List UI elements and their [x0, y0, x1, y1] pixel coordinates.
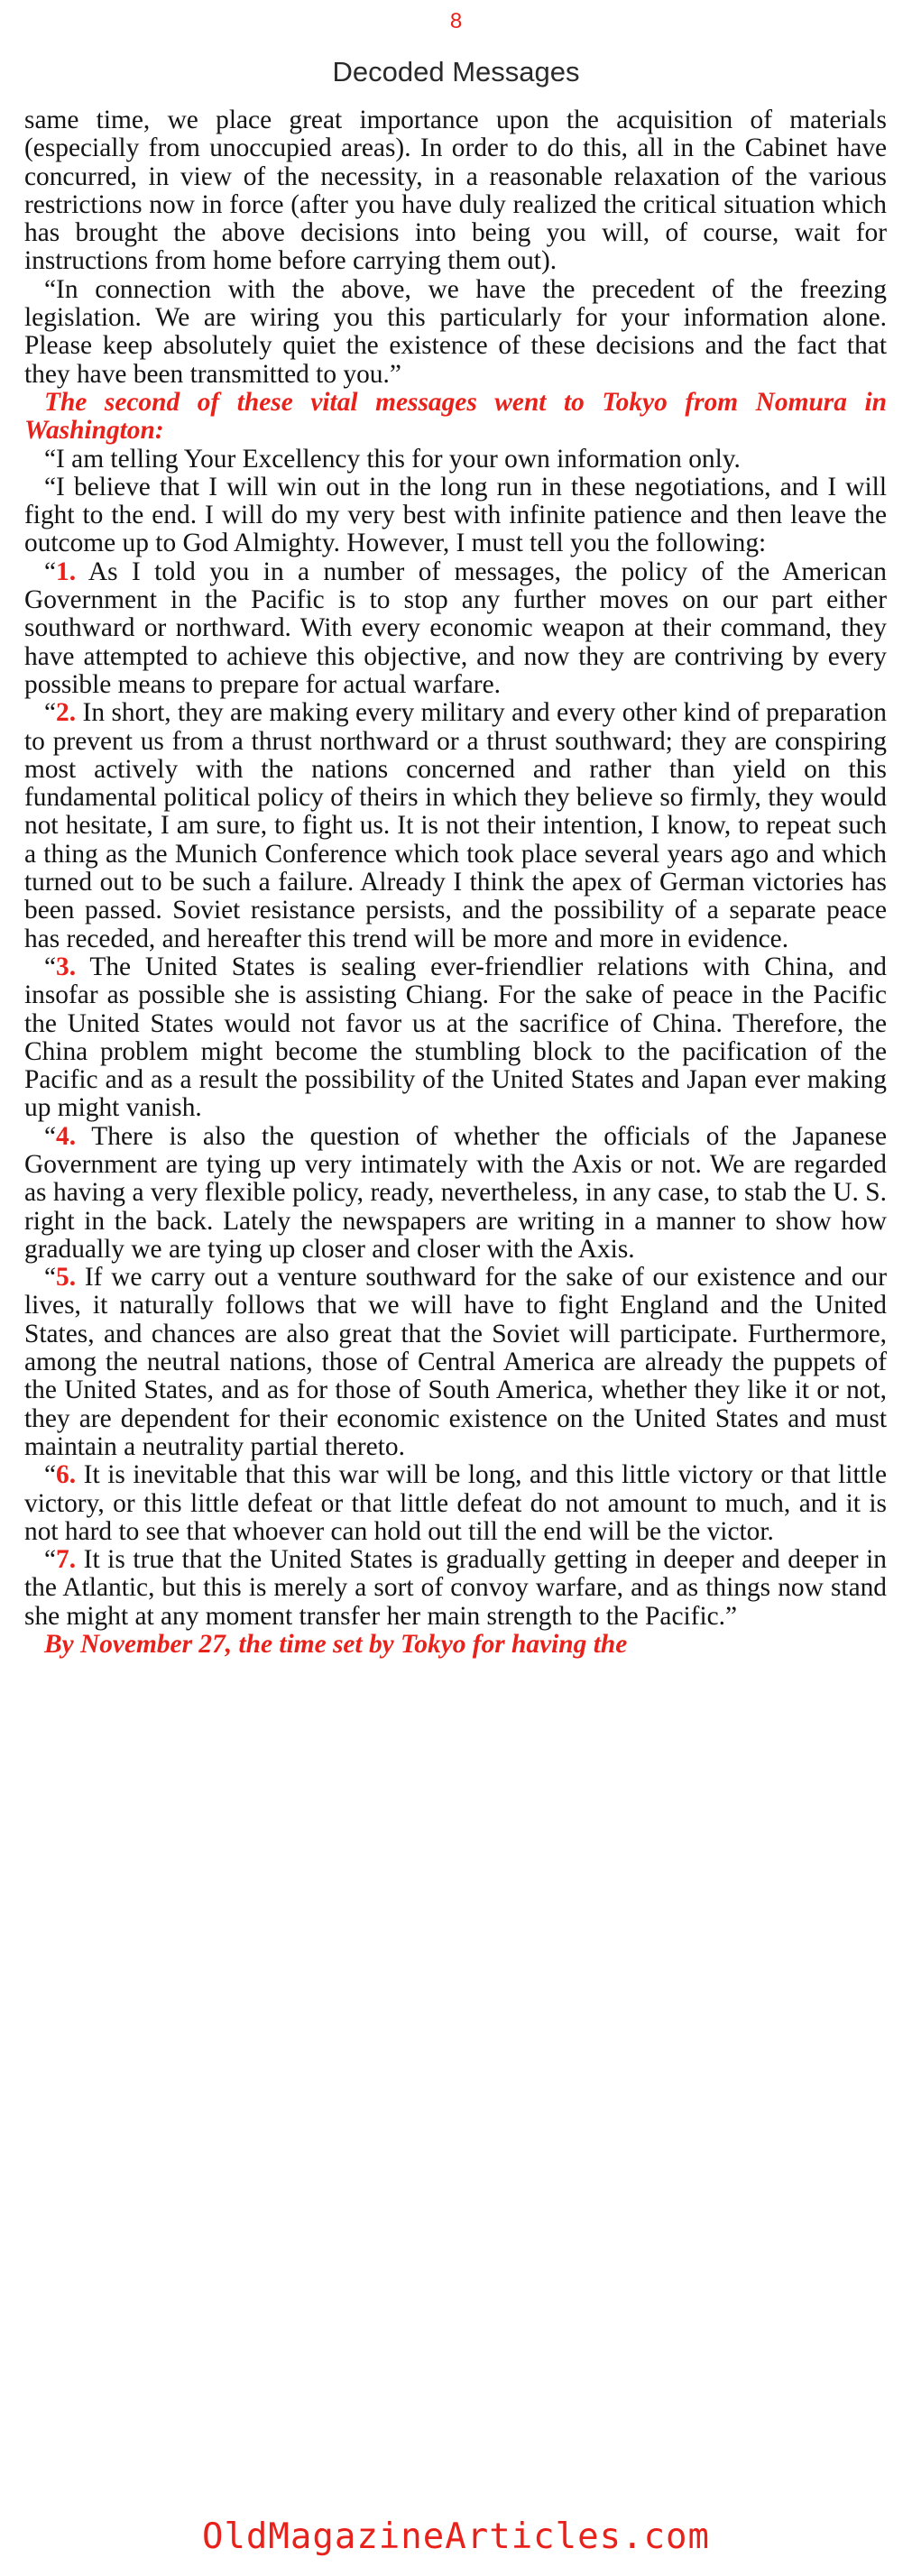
- item-text: As I told you in a number of messages, the policy of the American Government in the Pacific is to stop any further moves on our part either southward or northward. With every economic weapon at their command, they have attempted to achieve this objective, and now they are contriving by every possible means to prepare for actual warfare.: [24, 557, 887, 699]
- item-number: 4.: [56, 1121, 77, 1151]
- open-quote: “: [44, 698, 57, 728]
- open-quote: “: [44, 1545, 57, 1575]
- paragraph: “I am telling Your Excellency this for your own information only.: [44, 444, 741, 474]
- numbered-item-4: [24, 1123, 887, 1264]
- editorial-note: By November 27, the time set by Tokyo for having the: [44, 1630, 628, 1660]
- paragraph: “I believe that I will win out in the long run in these negotiations, and I will fight to the end. I will do my very best with infinite patience and then leave the outcome up to God Almighty. However, I must tell you the following:: [24, 472, 887, 558]
- open-quote: “: [44, 557, 57, 586]
- editorial-note: The second of these vital messages went to Tokyo from Nomura in Washington:: [24, 387, 887, 446]
- open-quote: “: [44, 1460, 57, 1490]
- numbered-item-2: [24, 699, 887, 953]
- numbered-item-3: [24, 953, 887, 1123]
- open-quote: “: [44, 1263, 57, 1293]
- open-quote: “: [44, 952, 57, 981]
- item-number: 5.: [56, 1263, 77, 1293]
- footer-watermark[interactable]: OldMagazineArticles.com: [201, 2516, 711, 2557]
- item-text: In short, they are making every military and every other kind of preparation to prevent us from a thrust northward or a thrust southward; they are conspiring most actively with the nations concerned and rather than yield on this fundamental political policy of theirs in which they believe so firmly, they would not hesitate, I am sure, to fight us. It is not their intention, I know, to repeat such a thing as the Munich Conference which took place several years ago and which turned out to be such a failure. Already I think the apex of German victories has been passed. Soviet resistance persists, and the possibility of a separate peace has receded, and hereafter this trend will be more and more in evidence.: [24, 698, 887, 953]
- item-number: 2.: [56, 698, 77, 728]
- item-text: The United States is sealing ever-friendlier relations with China, and insofar as possible she is assisting Chiang. For the sake of peace in the Pacific the United States would not favor us at the sacrifice of China. Therefore, the China problem might become the stumbling block to the pacification of the Pacific and as a result the possibility of the United States and Japan ever making up might vanish.: [24, 952, 887, 1123]
- item-text: It is inevitable that this war will be long, and this little victory or that little victory, or this little defeat or that little defeat do not amount to much, and it is not hard to see that whoever can hold out till the end will be the victor.: [24, 1460, 887, 1546]
- numbered-item-6: [24, 1461, 887, 1546]
- item-text: It is true that the United States is gradually getting in deeper and deeper in the Atlantic, but this is merely a sort of convoy warfare, and as things now stand she might at any moment transfer her main strength to the Pacific.”: [24, 1545, 887, 1631]
- running-head: Decoded Messages: [332, 56, 580, 87]
- page-number: 8: [449, 9, 463, 33]
- item-number: 1.: [56, 557, 77, 586]
- item-text: If we carry out a venture southward for the sake of our existence and our lives, it naturally follows that we will have to fight England and the United States, and chances are also great that the Soviet will participate. Furthermore, among the neutral nations, those of Central America are already the puppets of the United States, and as for those of South America, whether they like it or not, they are dependent for their economic existence on the United States and must maintain a neutrality partial thereto.: [24, 1263, 887, 1461]
- paragraph: “In connection with the above, we have the precedent of the freezing legislation. We are wiring you this particularly for your information alone. Please keep absolutely quiet the existence of these decisions and the fact that they have been transmitted to you.”: [24, 274, 887, 389]
- numbered-item-1: [24, 558, 887, 699]
- paragraph: same time, we place great importance upon the acquisition of materials (especially from unoccupied areas). In order to do this, all in the Cabinet have concurred, in view of the necessity, in a reasonable relaxation of the various restrictions now in force (after you have duly realized the critical situation which has brought the above decisions into being you will, of course, wait for instructions from home before carrying them out).: [24, 106, 887, 276]
- numbered-item-5: [24, 1264, 887, 1461]
- item-number: 6.: [56, 1460, 77, 1490]
- open-quote: “: [44, 1121, 57, 1151]
- numbered-item-7: [24, 1546, 887, 1631]
- item-number: 3.: [56, 952, 77, 981]
- article-body: [24, 106, 887, 1659]
- item-text: There is also the question of whether the officials of the Japanese Government are tying up very intimately with the Axis or not. We are regarded as having a very flexible policy, ready, nevertheless, in any case, to stab the U. S. right in the back. Lately the newspapers are writing in a manner to show how gradually we are tying up closer and closer with the Axis.: [24, 1121, 887, 1264]
- item-number: 7.: [56, 1545, 77, 1575]
